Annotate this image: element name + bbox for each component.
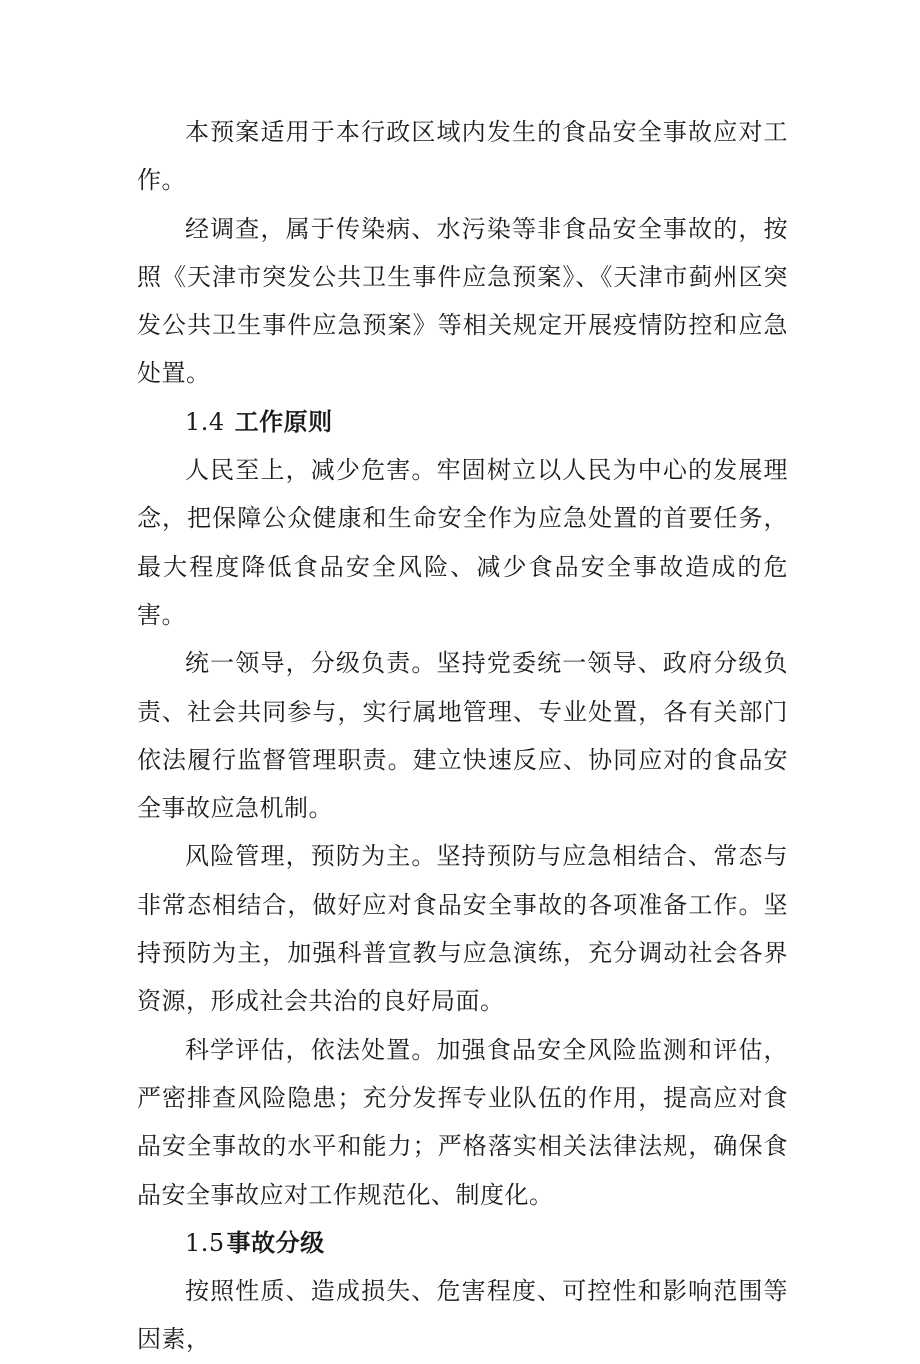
section-heading-1-4 — [137, 398, 788, 446]
paragraph-scope: 本预案适用于本行政区域内发生的食品安全事故应对工作。 — [137, 118, 788, 195]
paragraph-exclusion: 经调查，属于传染病、水污染等非食品安全事故的，按照《天津市突发公共卫生事件应急预案》、《天津市蓟州区突发公共卫生事件应急预案》等相关规定开展疫情防控和应急处置。 — [137, 214, 788, 388]
section-title: 工作原则 — [234, 407, 333, 436]
paragraph-principle-leadership: 统一领导，分级负责。坚持党委统一领导、政府分级负责、社会共同参与，实行属地管理、专业处置，各有关部门依法履行监督管理职责。建立快速反应、协同应对的食品安全事故应急机制。 — [137, 649, 788, 823]
paragraph-classification: 按照性质、造成损失、危害程度、可控性和影响范围等因素， — [137, 1277, 788, 1354]
paragraph-principle-risk: 风险管理，预防为主。坚持预防与应急相结合、常态与非常态相结合，做好应对食品安全事故的各项准备工作。坚持预防为主，加强科普宣教与应急演练，充分调动社会各界资源，形成社会共治的良好局面。 — [137, 842, 788, 1016]
section-number: 1.4 — [185, 407, 225, 436]
section-title: 事故分级 — [226, 1228, 325, 1257]
paragraph-principle-people: 人民至上，减少危害。牢固树立以人民为中心的发展理念，把保障公众健康和生命安全作为应急处置的首要任务，最大程度降低食品安全风险、减少食品安全事故造成的危害。 — [137, 456, 788, 629]
document-body — [137, 108, 788, 1364]
paragraph-principle-assessment: 科学评估，依法处置。加强食品安全风险监测和评估，严密排查风险隐患；充分发挥专业队伍的作用，提高应对食品安全事故的水平和能力；严格落实相关法律法规，确保食品安全事故应对工作规范化、制度化。 — [137, 1035, 788, 1209]
section-heading-1-5 — [137, 1219, 788, 1267]
section-number: 1.5 — [185, 1228, 225, 1257]
